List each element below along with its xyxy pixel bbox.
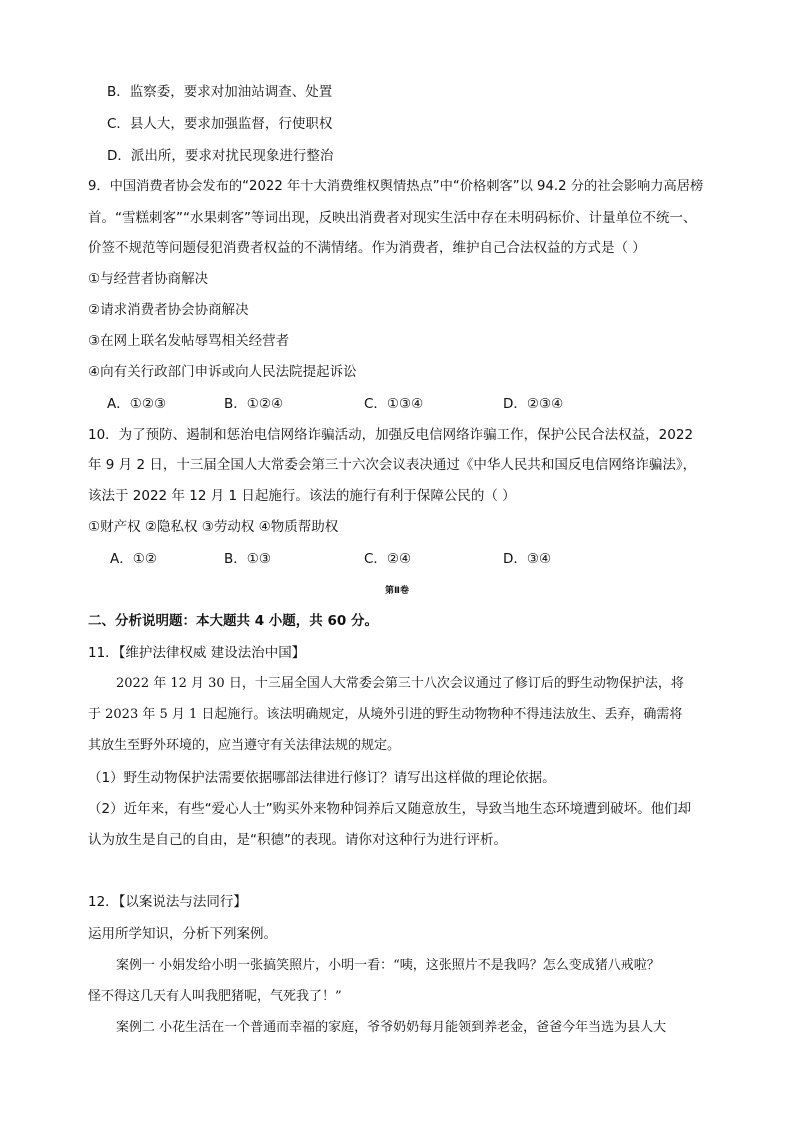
- q8-option-b: B．监察委，要求对加油站调查、处置: [107, 84, 333, 100]
- q9-option-c: C．①③④: [364, 396, 424, 412]
- q10-stem-line-2: 年 9 月 2 日，十三届全国人大常委会第三十六次会议表决通过《中华人民共和国反电信网络诈骗法》，: [88, 457, 697, 473]
- q9-option-a: A．①②③: [107, 396, 167, 412]
- q9-item-2: ②请求消费者协会协商解决: [88, 302, 249, 318]
- q12-title: 12．【以案说法与法同行】: [88, 894, 247, 910]
- q11-material-line-2: 于 2023 年 5 月 1 日起施行。该法明确规定，从境外引进的野生动物物种不得违法放生、丢弃，确需将: [88, 707, 683, 722]
- q11-subquestion-2-line-1: （2）近年来，有些“爱心人士”购买外来物种饲养后又随意放生，导致当地生态环境遭到破坏。他们却: [88, 801, 692, 817]
- q10-stem-line-3: 该法于 2022 年 12 月 1 日起施行。该法的施行有利于保障公民的（ ）: [88, 488, 516, 504]
- q10-option-a: A．①②: [110, 551, 157, 567]
- q9-option-b: B．①②④: [224, 396, 284, 412]
- q12-case-1-line-1: 案例一 小娟发给小明一张搞笑照片，小明一看：“咦，这张照片不是我吗？怎么变成猪八戒啦？: [116, 958, 660, 973]
- section-heading: 二、分析说明题：本大题共 4 小题，共 60 分。: [88, 613, 378, 629]
- q9-item-3: ③在网上联名发帖辱骂相关经营者: [88, 333, 290, 349]
- q9-item-4: ④向有关行政部门申诉或向人民法院提起诉讼: [88, 364, 357, 380]
- q9-stem-line-2: 首。“雪糕刺客”“水果刺客”等词出现，反映出消费者对现实生活中存在未明码标价、计量单位不统一、: [88, 210, 697, 226]
- q10-items: ①财产权 ②隐私权 ③劳动权 ④物质帮助权: [88, 519, 339, 535]
- q10-option-b: B．①③: [224, 551, 271, 567]
- q9-option-d: D．②③④: [503, 396, 564, 412]
- q10-stem-line-1: 10．为了预防、遏制和惩治电信网络诈骗活动，加强反电信网络诈骗工作，保护公民合法权益，2022: [88, 427, 694, 443]
- q8-option-d: D．派出所，要求对扰民现象进行整治: [107, 148, 334, 164]
- q11-subquestion-2-line-2: 认为放生是自己的自由，是“积德”的表现。请你对这种行为进行评析。: [88, 832, 507, 848]
- q9-stem-line-3: 价签不规范等问题侵犯消费者权益的不满情绪。作为消费者，维护自己合法权益的方式是（ ）: [88, 240, 646, 256]
- q9-item-1: ①与经营者协商解决: [88, 271, 209, 287]
- q10-option-c: C．②④: [364, 551, 412, 567]
- q12-intro: 运用所学知识，分析下列案例。: [88, 926, 277, 942]
- q11-material-line-3: 其放生至野外环境的，应当遵守有关法律法规的规定。: [88, 738, 401, 753]
- q9-stem-line-1: 9．中国消费者协会发布的“2022 年十大消费维权舆情热点”中“价格刺客”以 94.2 分的社会影响力高居榜: [88, 179, 704, 194]
- q12-case-2-line-1: 案例二 小花生活在一个普通而幸福的家庭，爷爷奶奶每月能领到养老金，爸爸今年当选为县人大: [116, 1020, 667, 1035]
- volume-title: 第Ⅱ卷: [385, 586, 409, 596]
- q10-option-d: D．③④: [503, 551, 552, 567]
- q12-case-1-line-2: 怪不得这几天有人叫我肥猪呢，气死我了！”: [88, 989, 342, 1004]
- q11-title: 11．【维护法律权威 建设法治中国】: [88, 645, 306, 661]
- q8-option-c: C．县人大，要求加强监督，行使职权: [107, 116, 333, 132]
- q11-subquestion-1: （1）野生动物保护法需要依据哪部法律进行修订？请写出这样做的理论依据。: [88, 770, 556, 786]
- q11-material-line-1: 2022 年 12 月 30 日，十三届全国人大常委会第三十八次会议通过了修订后的野生动物保护法，将: [116, 676, 684, 691]
